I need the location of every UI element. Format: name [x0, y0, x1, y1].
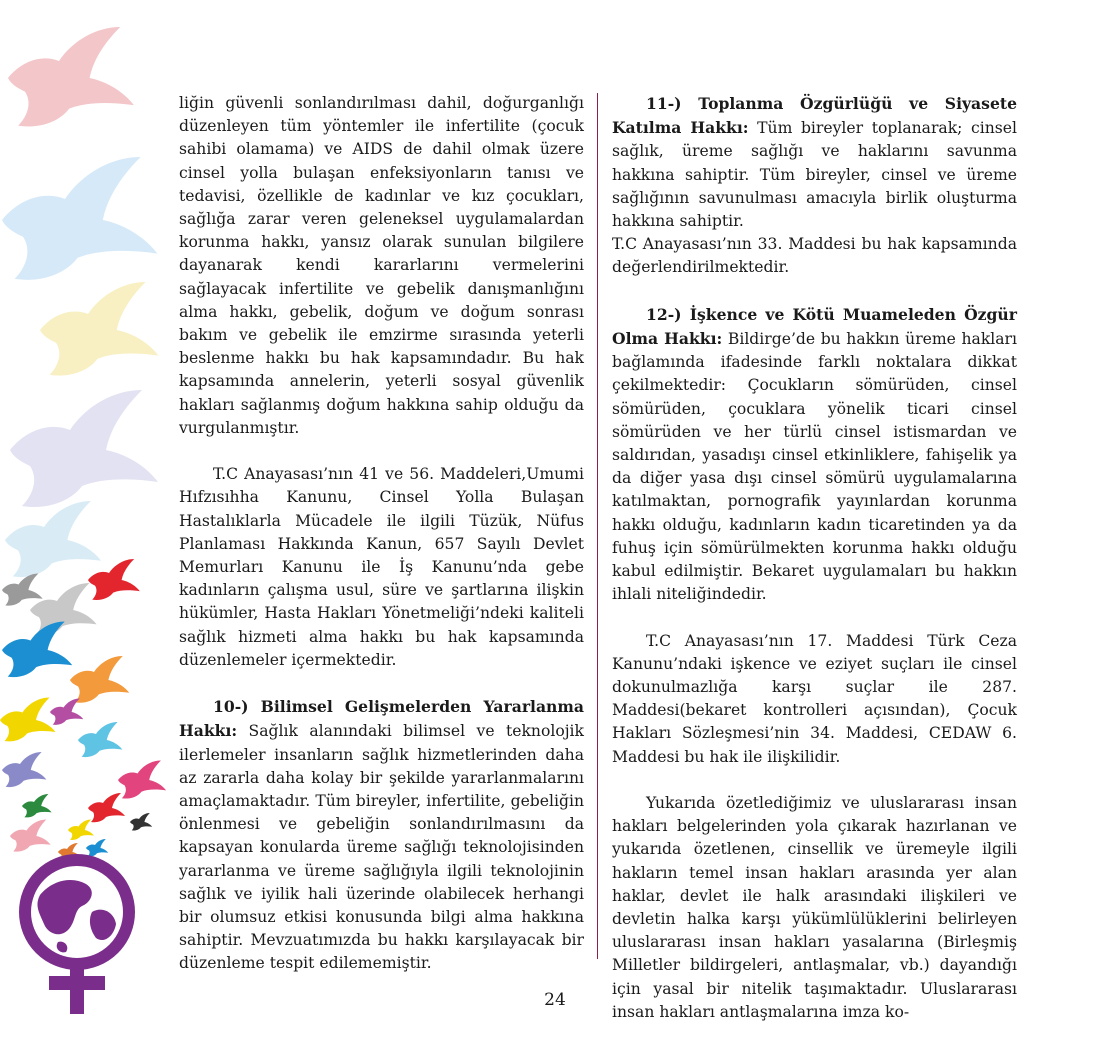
dove-icon [78, 722, 122, 757]
section-11-paragraph [612, 92, 1017, 233]
dove-icon [2, 622, 72, 678]
globe-icon [37, 880, 116, 952]
dove-icon [10, 390, 158, 507]
section-11-note: T.C Anayasası’nın 33. Maddesi bu hak kapsamında değerlendirilmektedir. [612, 235, 1017, 277]
section-11-body: Tüm bireyler toplanarak; cinsel sağlık, üreme sağlığı ve haklarını savunma hakkına sahiptir. Tüm bireyler, cinsel ve üreme sağlığının savunulması amacıyla birlik oluşturma hakkına sahiptir. [612, 119, 1017, 231]
right-text-column [612, 92, 1017, 1024]
column-divider [597, 93, 598, 959]
dove-decoration [0, 0, 175, 1054]
dove-icon [70, 656, 129, 703]
left-paragraph-continuation: liğin güvenli sonlandırılması dahil, doğurganlığı düzenleyen tüm yöntemler ile infertilite (çocuk sahibi olamama) ve AIDS de dahil olmak üzere cinsel yolla bulaşan enfeksiyonların tanısı ve tedavisi, özellikle de kadınlar ve kız çocukları, sağlığa zarar veren geleneksel uygulamalardan korunma hakkı, yansız olarak sunulan bilgilere dayanarak kendi kararlarını vermelerini sağlayacak infertilite ve gebelik danışmanlığını alma hakkı, gebelik, doğum ve doğum sonrası bakım ve gebelik ile emzirme sırasında yeterli beslenme hakkı bu hak kapsamındadır. Bu hak kapsamında annelerin, yeterli sosyal güvenlik hakları sağlanmış doğum hakkına sahip olduğu da vurgulanmıştır. [179, 94, 584, 437]
dove-icon [22, 794, 52, 817]
dove-icon [118, 761, 166, 799]
dove-icon [88, 559, 140, 600]
dove-icon [30, 583, 97, 636]
section-12-paragraph [612, 303, 1017, 607]
dove-icon [10, 820, 51, 852]
section-12-heading: 12-) İşkence ve Kötü Muameleden Özgür Olma Hakkı: [612, 304, 1017, 349]
dove-icon [2, 752, 46, 787]
dove-icon [8, 27, 134, 126]
right-paragraph-summary: Yukarıda özetlediğimiz ve uluslararası insan hakları belgelerinden yola çıkarak hazırlanan ve yukarıda özetlenen, cinsellik ve üremeyle ilgili hakların temel insan hakları arasında yer alan haklar, devlet ile halk arasındaki ilişkileri ve devletin halka karşı yükümlülüklerini belirleyen uluslararası insan hakları yasalarına (Birleşmiş Milletler bildirgeleri, antlaşmalar, vb.) dayandığı için yasal bir nitelik taşımaktadır. Uluslararası insan hakları antlaşmalarına imza ko- [612, 794, 1017, 1021]
left-text-column [179, 92, 584, 976]
dove-icon [88, 793, 125, 822]
section-10-paragraph [179, 695, 584, 975]
section-10-body: Sağlık alanındaki bilimsel ve teknolojik ilerlemeler insanların sağlık hizmetlerinden daha az zararla daha kolay bir şekilde yararlanmalarını amaçlamaktadır. Tüm bireyler, infertilite, gebeliğin önlenmesi ve gebeliğin sonlandırılmasını da kapsayan konularda üreme sağlığı teknolojisinden yararlanma ve üreme sağlığıyla ilgili teknolojinin sağlık ve iyilik hali üzerinde olabilecek herhangi bir olumsuz etkisi konusunda bilgi alma hakkına sahiptir. Mevzuatımızda bu hakkı karşılayacak bir düzenleme tespit edilememiştir. [179, 722, 584, 973]
dove-icon [5, 501, 101, 577]
left-paragraph-legislation: T.C Anayasası’nın 41 ve 56. Maddeleri,Umumi Hıfzısıhha Kanunu, Cinsel Yolla Bulaşan Hastalıklarla Mücadele ile ilgili Tüzük, Nüfus Planlaması Hakkında Kanun, 657 Sayılı Devlet Memurları Kanunu ile İş Kanunu’nda gebe kadınların çalışma usul, süre ve şartlarına ilişkin hükümler, Hasta Hakları Yönetmeliği’ndeki kaliteli sağlık hizmeti alma hakkı bu hak kapsamında düzenlemeler içermektedir. [179, 465, 584, 669]
page-number: 24 [544, 990, 566, 1010]
dove-icon [40, 282, 158, 376]
right-paragraph-legislation: T.C Anayasası’nın 17. Maddesi Türk Ceza Kanunu’ndaki işkence ve eziyet suçları ile cinsel dokunulmazlığa karşı suçlar ile 287. Maddesi(bekaret kontrolleri açısından), Çocuk Hakları Sözleşmesi’nin 34. Maddesi, CEDAW 6. Maddesi bu hak ile ilişkilidir. [612, 631, 1017, 766]
section-12-body: Bildirge’de bu hakkın üreme hakları bağlamında ifadesinde farklı noktalara dikkat çekilmektedir: Çocukların sömürüden, cinsel sömürüden, çocuklara yönelik ticari cinsel sömürüden ve her türlü cinsel istismardan ve saldırıdan, yasadışı cinsel etkinliklere, fahişelik ya da diğer yasa dışı cinsel sömürü uygulamalarına katılmaktan, pornografik yayınlardan korunma hakkı olduğu, kadınların kadın ticaretinden ya da fuhuş için sömürülmekten korunma hakkı olduğu kabul edilmiştir. Bekaret uygulamaları bu hakkın ihlali niteliğindedir. [612, 330, 1017, 604]
section-10-heading: 10-) Bilimsel Gelişmelerden Yararlanma Hakkı: [179, 697, 584, 741]
dove-icon [130, 813, 152, 831]
dove-icon [2, 157, 157, 280]
dove-icon [68, 820, 94, 840]
dove-icon [86, 839, 108, 857]
dove-icon [0, 698, 56, 742]
section-11-heading: 11-) Toplanma Özgürlüğü ve Siyasete Katılma Hakkı: [612, 94, 1017, 138]
dove-icon [2, 574, 43, 606]
